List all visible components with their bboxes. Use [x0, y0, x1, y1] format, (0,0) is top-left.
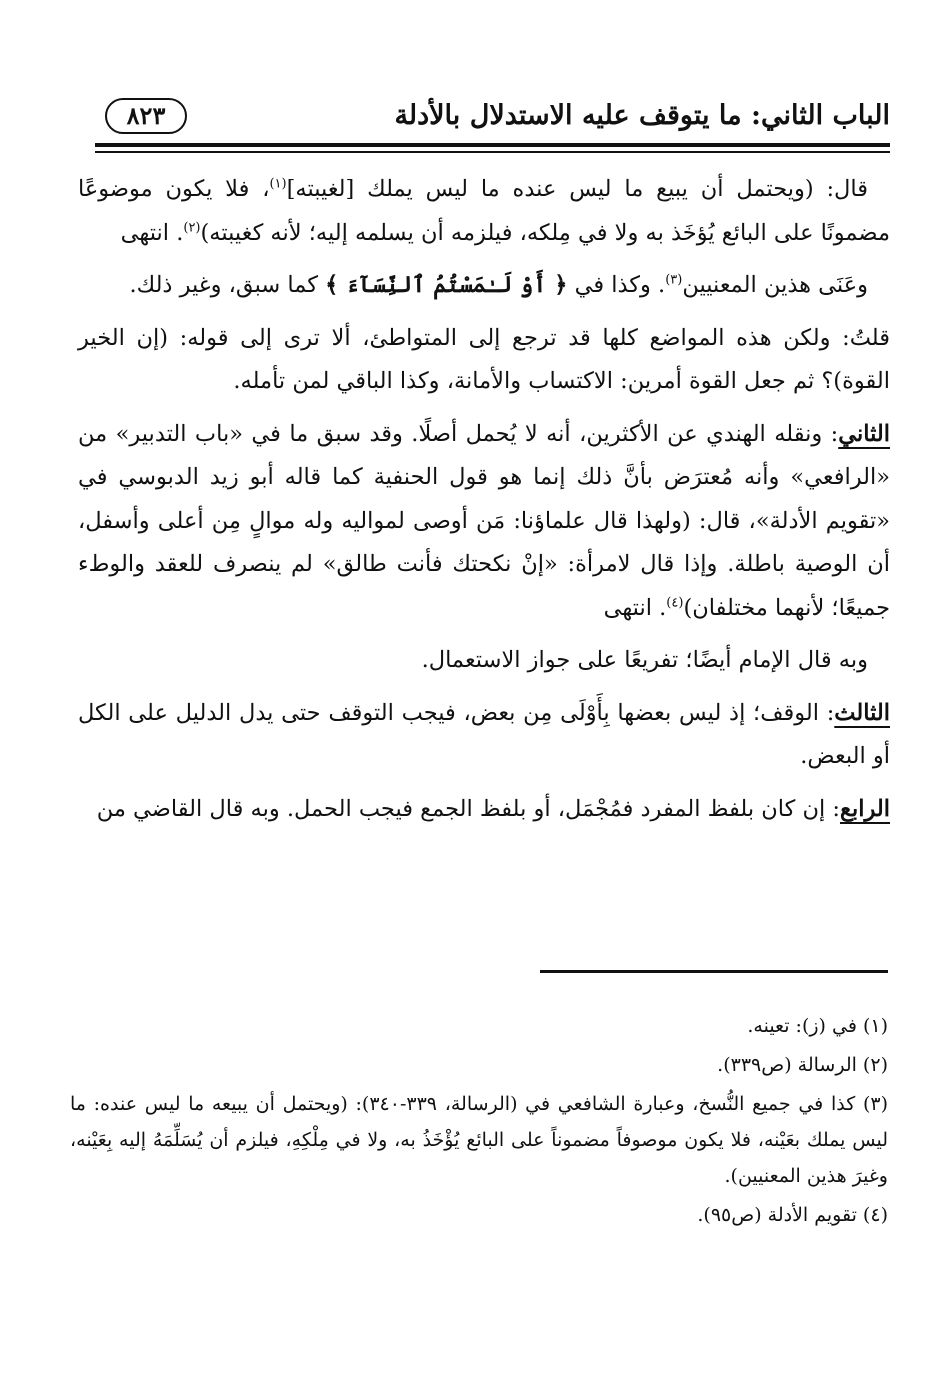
text-span: كما سبق، وغير ذلك.	[129, 272, 318, 298]
main-text	[78, 168, 890, 840]
text-span: : ونقله الهندي عن الأكثرين، أنه لا يُحمل أصلًا. وقد سبق ما في «باب التدبير» من «الرافعي» وأنه مُعترَض بأنَّ ذلك إنما هو قول الحنفية كما قاله أبو زيد الدبوسي في «تقويم الأدلة»، قال: (ولهذا قال علماؤنا: مَن أوصى لمواليه وله موالٍ مِن أعلى وأسفل، أن الوصية باطلة. وإذا قال لامرأة: «إنْ نكحتك فأنت طالق» لم ينصرف للعقد والوطء جميعًا؛ لأنهما مختلفان)	[78, 420, 890, 621]
section-lead-third: الثالث	[834, 699, 890, 726]
page-number-badge: ٨٢٣	[105, 98, 187, 134]
footnote-3: (٣) كذا في جميع النُّسخ، وعبارة الشافعي في (الرسالة، ٣٣٩-٣٤٠): (ويحتمل أن يبيعه ما ليس عنده: ما ليس يملك بعَيْنه، فلا يكون موصوفاً مضموناً على البائع يُؤْخَذُ به، ولا في مِلْكِهِ، فيلزم أن يُسَلِّمَهُ إليه بِعَيْنه، وغيرَ هذين المعنيين).	[70, 1093, 888, 1187]
text-span: : الوقف؛ إذ ليس بعضها بِأَوْلَى مِن بعض، فيجب التوقف حتى يدل الدليل على الكل أو البعض.	[78, 699, 890, 769]
paragraph-6	[78, 692, 890, 779]
footnotes	[70, 1008, 888, 1236]
paragraph-5: وبه قال الإمام أيضًا؛ تفريعًا على جواز الاستعمال.	[421, 647, 868, 673]
text-span: ، فلا يكون موضوعًا مضمونًا على البائع يُؤخَذ به ولا في مِلكه، فيلزمه أن يسلمه إليه؛ لأنه كغيبته)	[78, 176, 890, 246]
footnote-2: (٢) الرسالة (ص٣٣٩).	[717, 1054, 888, 1076]
text-span: : إن كان بلفظ المفرد فمُجْمَل، أو بلفظ الجمع فيجب الحمل. وبه قال القاضي من	[96, 795, 840, 822]
paragraph-3: قلتُ: ولكن هذه المواضع كلها قد ترجع إلى المتواطئ، ألا ترى إلى قوله: (إن الخير القوة)؟ ثم جعل القوة أمرين: الاكتساب والأمانة، وكذا الباقي لمن تأمله.	[78, 324, 890, 394]
section-lead-second: الثاني	[838, 420, 890, 447]
text-span: وعَنَى هذين المعنيين	[682, 272, 868, 298]
header-rule-thin	[95, 151, 890, 153]
text-span: . وكذا في	[574, 272, 666, 298]
text-span: قال: (ويحتمل أن يبيع ما ليس عنده ما ليس يملك [لغيبته]	[286, 176, 868, 202]
footnote-separator	[540, 970, 888, 973]
text-span: . انتهى	[603, 594, 667, 621]
footnote-ref: (٣)	[665, 272, 683, 288]
header-rule-thick	[95, 143, 890, 147]
paragraph-4	[78, 413, 890, 631]
footnote-ref: (٤)	[666, 595, 684, 610]
text-span: . انتهى	[120, 219, 184, 246]
chapter-title: الباب الثاني: ما يتوقف عليه الاستدلال بالأدلة	[394, 100, 890, 131]
paragraph-1	[78, 168, 890, 255]
quran-verse: ﴿ أَوْ لَـٰمَسْتُمُ ٱلنِّسَآءَ ﴾	[325, 272, 568, 298]
footnote-ref: (٢)	[183, 220, 201, 235]
footnote-4: (٤) تقويم الأدلة (ص٩٥).	[697, 1204, 888, 1226]
paragraph-7	[78, 788, 890, 832]
footnote-ref: (١)	[269, 176, 287, 192]
paragraph-2	[78, 264, 890, 308]
section-lead-fourth: الرابع	[839, 795, 890, 822]
running-header	[95, 96, 890, 140]
footnote-1: (١) في (ز): تعينه.	[747, 1015, 888, 1037]
